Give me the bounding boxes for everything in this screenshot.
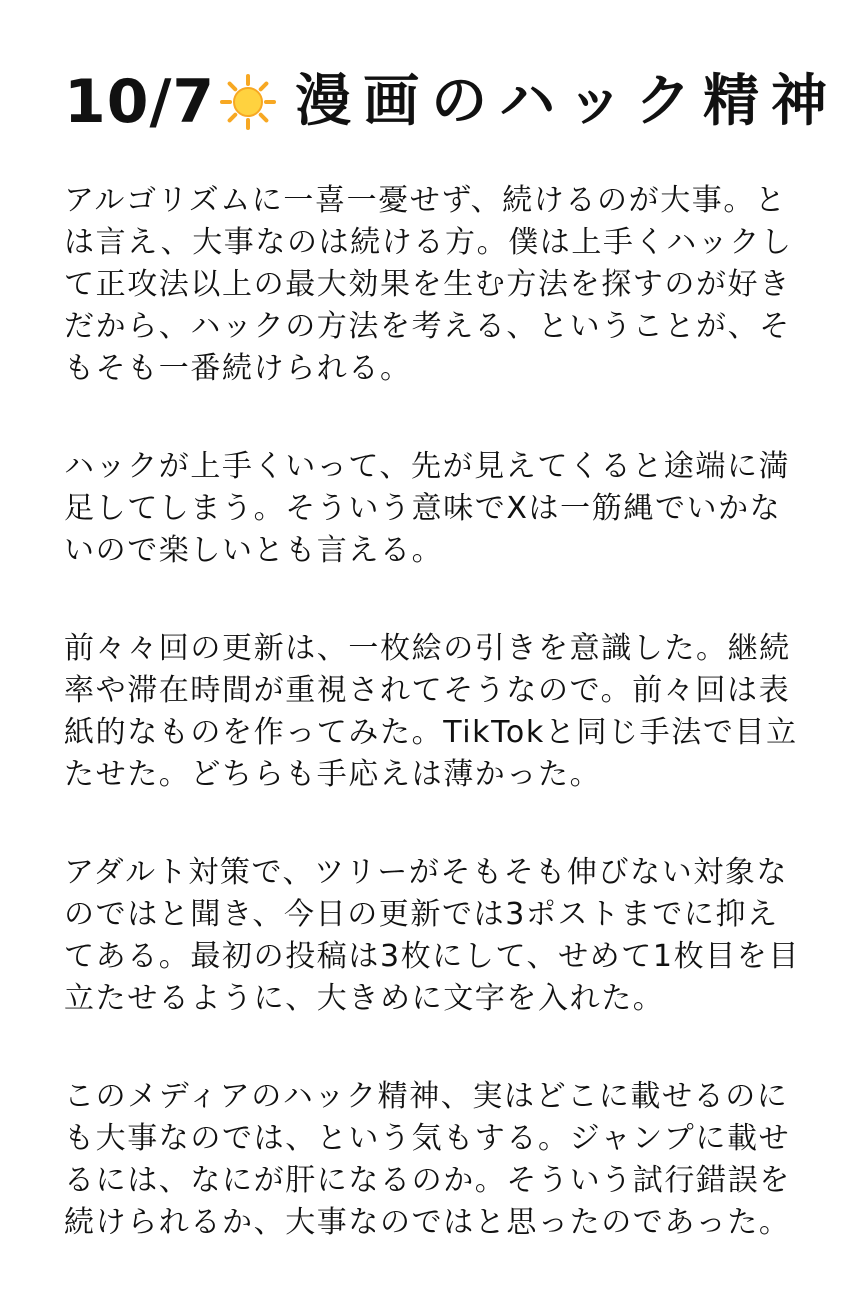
text-line: て正攻法以上の最大効果を生む方法を探すのが好き: [64, 267, 791, 302]
text-line: は言え、大事なのは続ける方。僕は上手くハックし: [64, 225, 793, 260]
paragraph-4: [64, 852, 800, 1020]
paragraph-2: [64, 446, 791, 572]
title-date: 10/7: [64, 67, 216, 137]
text-line: るには、なにが肝になるのか。そういう試行錯誤を: [64, 1163, 791, 1198]
text-line: 紙的なものを作ってみた。TikTokと同じ手法で目立: [64, 715, 798, 750]
text-line: てある。最初の投稿は3枚にして、せめて1枚目を目: [64, 939, 800, 974]
text-line: だから、ハックの方法を考える、ということが、そ: [64, 309, 791, 344]
paragraph-1: [64, 180, 793, 390]
text-line: ハックが上手くいって、先が見えてくると途端に満: [64, 449, 791, 484]
page-title: [64, 62, 839, 142]
text-line: たせた。どちらも手応えは薄かった。: [64, 757, 602, 792]
text-line: 率や滞在時間が重視されてそうなので。前々回は表: [64, 673, 791, 708]
text-line: 足してしまう。そういう意味でXは一筋縄でいかな: [64, 491, 782, 526]
text-line: アダルト対策で、ツリーがそもそも伸びない対象な: [64, 855, 789, 890]
sun-icon: [219, 73, 277, 131]
text-line: このメディアのハック精神、実はどこに載せるのに: [64, 1079, 789, 1114]
title-text: 漫画のハック精神: [295, 69, 840, 134]
paragraph-3: [64, 628, 798, 796]
text-line: 前々々回の更新は、一枚絵の引きを意識した。継続: [64, 631, 791, 666]
text-line: のではと聞き、今日の更新では3ポストまでに抑え: [64, 897, 779, 932]
text-line: 続けられるか、大事なのではと思ったのであった。: [64, 1205, 791, 1240]
paragraph-5: [64, 1076, 791, 1244]
text-line: も大事なのでは、という気もする。ジャンプに載せ: [64, 1121, 791, 1156]
text-line: アルゴリズムに一喜一憂せず、続けるのが大事。と: [64, 183, 787, 218]
text-line: 立たせるように、大きめに文字を入れた。: [64, 981, 665, 1016]
text-line: いので楽しいとも言える。: [64, 533, 444, 568]
article-body: [64, 180, 800, 1300]
text-line: もそも一番続けられる。: [64, 351, 412, 386]
